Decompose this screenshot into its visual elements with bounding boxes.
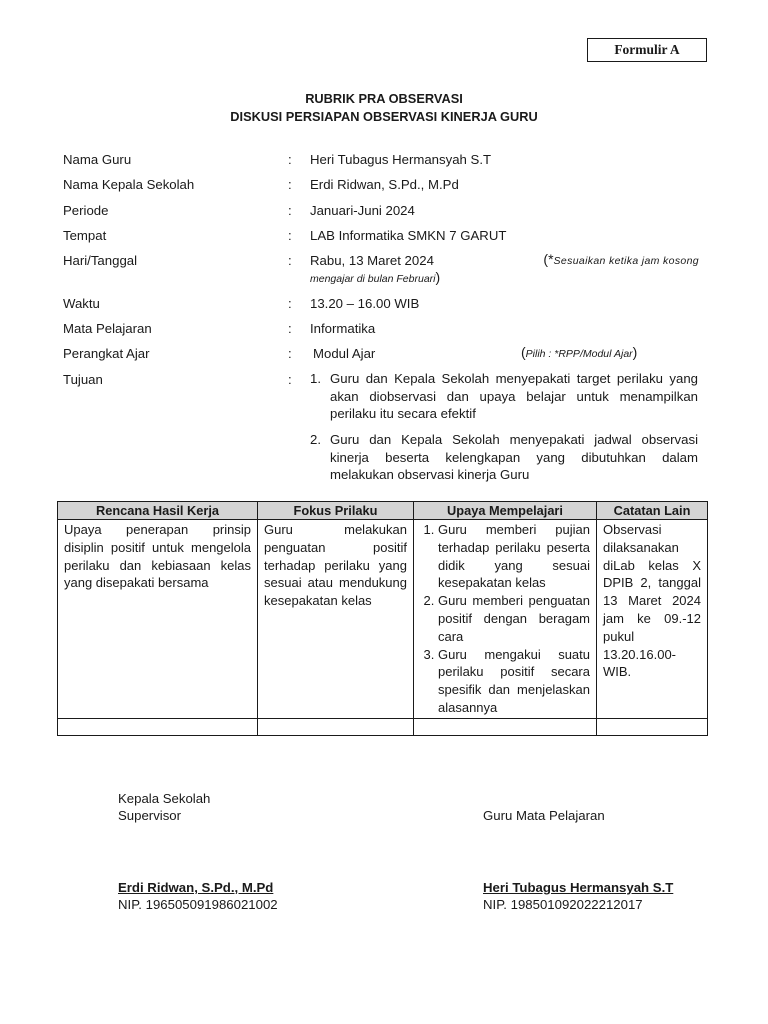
upaya-item: 1. Guru memberi pujian terhadap perilaku peserta didik yang sesuai kesepakatan kelas [438,521,590,592]
info-label: Mata Pelajaran [63,321,152,336]
info-value: Januari-Juni 2024 [310,203,415,218]
column-header: Upaya Mempelajari [414,502,597,520]
empty-cell [597,719,708,736]
signer-nip-left: NIP. 196505091986021002 [118,897,278,912]
info-label: Waktu [63,296,100,311]
signature-left-block [118,879,278,913]
signature-right-role: Guru Mata Pelajaran [483,808,605,823]
role-kepala-sekolah: Kepala Sekolah [118,791,211,806]
info-label: Tujuan [63,372,103,387]
empty-cell [414,719,597,736]
signer-name-left: Erdi Ridwan, S.Pd., M.Pd [118,880,274,895]
date-note-second-line [310,269,440,288]
role-supervisor: Supervisor [118,808,182,823]
upaya-list [418,521,590,717]
info-colon: : [288,321,292,336]
date-note-text-cont: mengajar di bulan Februari [310,273,436,285]
info-colon: : [288,152,292,167]
signer-nip-right: NIP. 198501092022212017 [483,897,643,912]
info-colon: : [288,372,292,387]
info-label: Perangkat Ajar [63,346,150,361]
form-label-box [587,38,707,62]
info-value: Modul Ajar [313,346,376,361]
info-value: Heri Tubagus Hermansyah S.T [310,152,492,167]
info-label: Tempat [63,228,107,243]
info-colon: : [288,296,292,311]
info-value: 13.20 – 16.00 WIB [310,296,420,311]
column-header: Fokus Prilaku [258,502,414,520]
goal-text: Guru dan Kepala Sekolah menyepakati jadwal observasi kinerja beserta kelengkapan yang dibutuhkan dalam melakukan observasi kinerja Guru [330,432,698,482]
signature-left-role [118,790,210,824]
goal-number: 1. [310,371,321,386]
perangkat-note [521,344,637,363]
note-close: ) [435,269,441,285]
upaya-cell [414,520,597,719]
goal-number: 2. [310,432,321,447]
rencana-cell: Upaya penerapan prinsip disiplin positif untuk mengelola perilaku dan kebiasaan kelas yang disepakati bersama [58,520,258,719]
perangkat-note-text: Pilih : *RPP/Modul Ajar [525,348,633,360]
date-note-text: Sesuaikan ketika jam kosong [553,255,699,267]
note-open: ( [521,344,526,360]
info-colon: : [288,203,292,218]
info-value: Informatika [310,321,376,336]
date-note-first-line [528,251,699,270]
signer-name-right: Heri Tubagus Hermansyah S.T [483,880,674,895]
info-colon: : [288,253,292,268]
table-row [58,520,708,719]
column-header: Rencana Hasil Kerja [58,502,258,520]
rubric-table [57,501,708,736]
upaya-item: 3. Guru mengakui suatu perilaku positif secara spesifik dan menjelaskan alasannya [438,646,590,717]
form-label: Formulir A [614,42,680,57]
info-value: Rabu, 13 Maret 2024 [310,253,434,268]
signature-right-block [483,879,673,913]
column-header: Catatan Lain [597,502,708,520]
info-label: Periode [63,203,109,218]
empty-cell [258,719,414,736]
note-close: ) [632,344,638,360]
document-title: RUBRIK PRA OBSERVASI [305,91,463,106]
document-subtitle: DISKUSI PERSIAPAN OBSERVASI KINERJA GURU [230,109,538,124]
info-colon: : [288,177,292,192]
info-label: Hari/Tanggal [63,253,138,268]
upaya-item: 2. Guru memberi penguatan positif dengan beragam cara [438,592,590,645]
info-colon: : [288,346,292,361]
empty-cell [58,719,258,736]
table-header-row [58,502,708,520]
table-row-empty [58,719,708,736]
fokus-cell: Guru melakukan penguatan positif terhadap perilaku yang sesuai atau mendukung kesepakatan kelas [258,520,414,719]
goal-text: Guru dan Kepala Sekolah menyepakati target perilaku yang akan diobservasi dan upaya belajar untuk menampilkan perilaku itu secara efektif [330,371,698,421]
info-label: Nama Kepala Sekolah [63,177,195,192]
info-value: Erdi Ridwan, S.Pd., M.Pd [310,177,459,192]
info-label: Nama Guru [63,152,132,167]
info-colon: : [288,228,292,243]
catatan-cell: Observasi dilaksanakan diLab kelas X DPIB 2, tanggal 13 Maret 2024 jam ke 09.-12 pukul 13.20.16.00-WIB. [597,520,708,719]
note-open: (* [543,251,554,267]
info-value: LAB Informatika SMKN 7 GARUT [310,228,507,243]
